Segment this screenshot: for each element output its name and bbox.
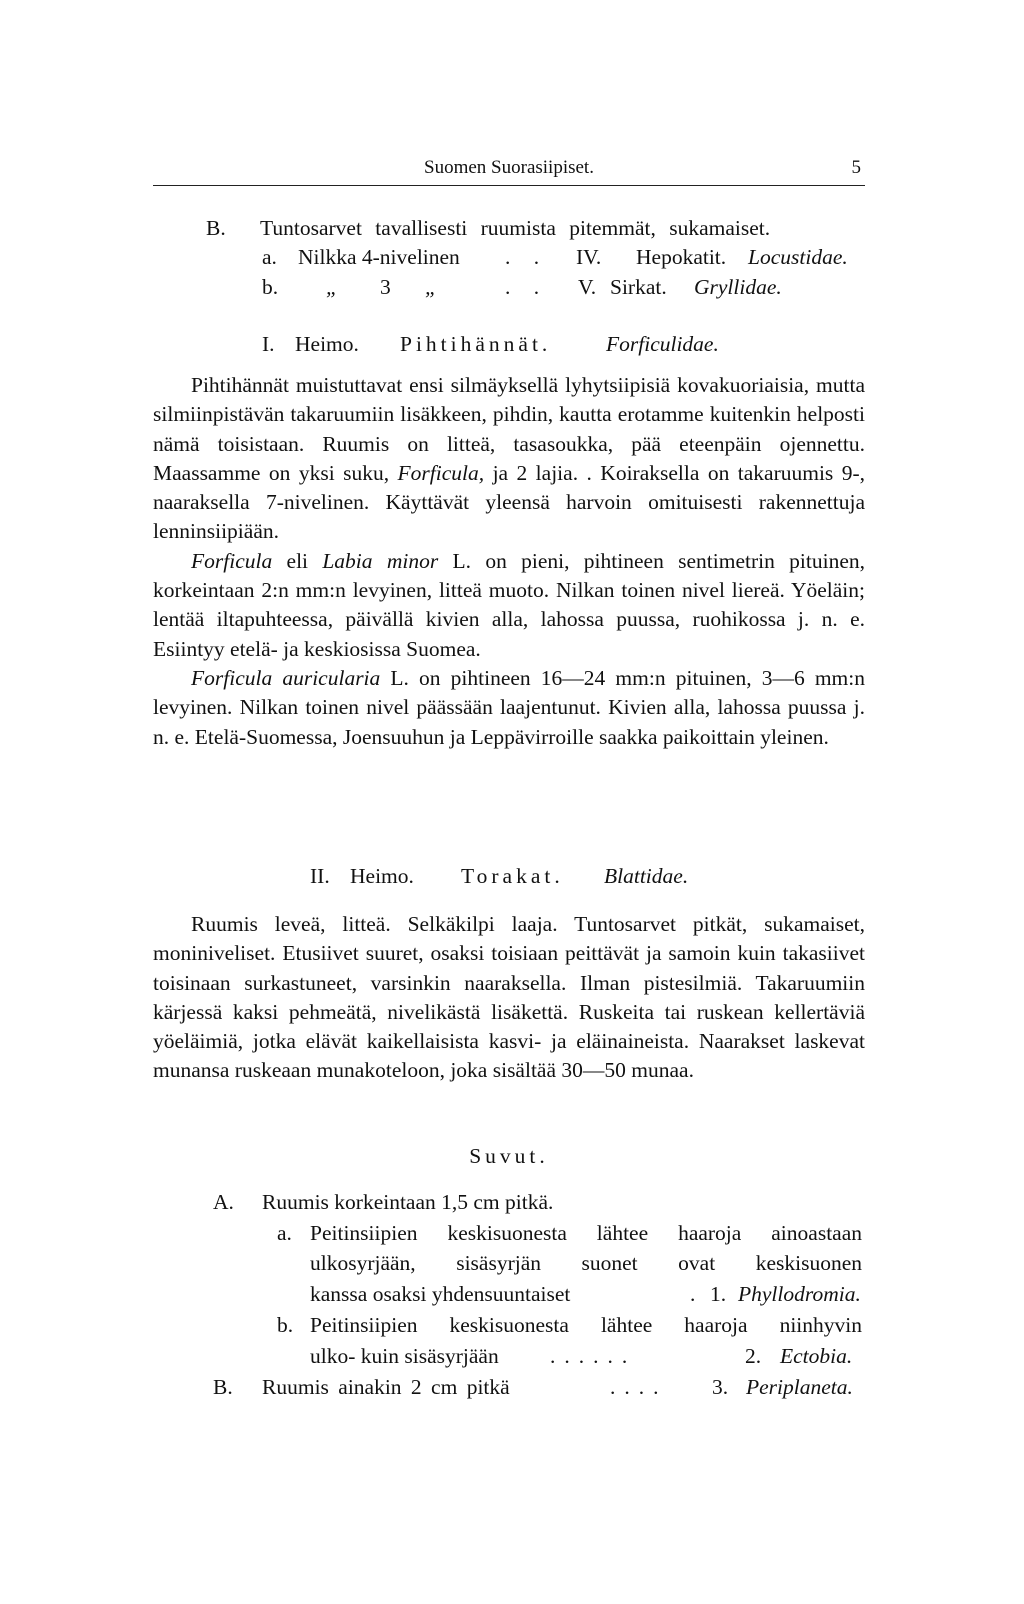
species-forficula: Forficula [191, 548, 273, 573]
key-text-B: Tuntosarvet tavallisesti ruumista pitemmät, sukamaiset. [260, 216, 771, 240]
key-dots-b: . . [505, 275, 549, 299]
running-title: Suomen Suorasiipiset. [424, 157, 594, 178]
genera-key-dots-a: . [690, 1282, 696, 1306]
genera-key-text-b1: Peitinsiipien keskisuonesta lähtee haaroja niinhyvin [310, 1313, 862, 1337]
key-ditto-1: „ [326, 275, 338, 299]
family1-paragraph-1: Pihtihännät muistuttavat ensi silmäyksellä lyhytsiipisiä kovakuoriaisia, mutta silmiinpistävän takaruumiin lisäkkeen, pihdin, kautta erotamme kuitenkin helposti nämä toisistaan. Ruumis on litteä, tasasoukka, pää eteenpäin ojennettu. Maassamme on yksi suku, Forficula, ja 2 lajia. . Koiraksella on takaruumis 9-, naaraksella 7-nivelinen. Käyttävät yleensä harvoin omituisesti rakennettuja lenninsiipiään. [153, 373, 866, 544]
family2-number: II. [310, 864, 330, 888]
genus-forficula: Forficula, [397, 460, 485, 485]
key-ditto-2: „ [425, 275, 437, 299]
key-segments-b: 3 [380, 275, 391, 299]
key-letter-B: B. [206, 216, 226, 240]
family2-description [153, 910, 865, 1086]
genera-key-dots-B: .... [610, 1375, 668, 1399]
genera-key-num-3: 3. [712, 1375, 729, 1399]
genera-key-text-a3: kanssa osaksi yhdensuuntaiset [310, 1282, 571, 1306]
key-name-b: Sirkat. [610, 275, 667, 299]
family1-paragraph-3: Forficula auricularia L. on pihtineen 16—24 mm:n pituinen, 3—6 mm:n levyinen. Nilkan toinen nivel päässään laajentunut. Kivien alla, lahossa puussa j. n. e. Etelä-Suomessa, Joensuuhun ja Leppävirroille saakka paikoittain yleinen. [153, 665, 865, 749]
species-forficula-auricularia: Forficula auricularia [191, 665, 381, 690]
genera-key-text-a2: ulkosyrjään, sisäsyrjän suonet ovat keskisuonen [310, 1251, 862, 1275]
key-num-b: V. [578, 275, 597, 299]
genera-key-text-a1: Peitinsiipien keskisuonesta lähtee haaroja ainoastaan [310, 1221, 862, 1245]
family1-description [153, 371, 865, 752]
family2-word: Heimo. [350, 864, 414, 888]
key-letter-b: b. [262, 275, 279, 299]
family1-number: I. [262, 332, 275, 356]
genera-key-text-b2: ulko- kuin sisäsyrjään [310, 1344, 499, 1368]
key-name-a: Hepokatit. [636, 245, 727, 269]
genera-key-text-A: Ruumis korkeintaan 1,5 cm pitkä. [262, 1190, 554, 1214]
family1-word: Heimo. [295, 332, 359, 356]
genera-key-letter-b: b. [277, 1313, 294, 1337]
genus-ectobia: Ectobia. [780, 1344, 853, 1368]
genus-phyllodromia: Phyllodromia. [738, 1282, 861, 1306]
key-dots-a: . . [505, 245, 549, 269]
genera-key-num-2: 2. [745, 1344, 762, 1368]
family2-latin: Blattidae. [604, 864, 689, 888]
key-num-a: IV. [576, 245, 602, 269]
family2-paragraph: Ruumis leveä, litteä. Selkäkilpi laaja. Tuntosarvet pitkät, sukamaiset, moniniveliset. Etusiivet suuret, osaksi toisiaan peittävät ja samoin kuin takasiivet toisinaan surkastuneet, varsinkin naaraksella. Ilman pistesilmiä. Takaruumiin kärjessä kaksi pehmeätä, nivelikästä lisäkettä. Ruskeita tai ruskean kellertäviä yöeläimiä, jotka elävät kaikellaisista kasvi- ja eläinaineista. Naarakset laskevat munansa ruskeaan munakoteloon, joka sisältää 30—50 munaa. [153, 912, 865, 1083]
key-text-a: Nilkka 4-nivelinen [298, 245, 460, 269]
family1-name: Pihtihännät. [400, 332, 552, 356]
key-letter-a: a. [262, 245, 277, 269]
family2-name: Torakat. [461, 864, 564, 888]
header-rule [153, 185, 865, 186]
family1-paragraph-2: Forficula eli Labia minor L. on pieni, pihtineen sentimetrin pituinen, korkeintaan 2:n mm:n levyinen, litteä muoto. Nilkan toinen nivel liereä. Yöeläin; lentää iltapuhteessa, päivällä kivien alla, lahossa puussa, ruohikossa j. n. e. Esiintyy etelä- ja keskiosissa Suomea. [153, 548, 865, 661]
species-labia-minor: Labia minor [322, 548, 439, 573]
genera-key-num-1: 1. [710, 1282, 727, 1306]
genera-key-letter-B: B. [213, 1375, 233, 1399]
genera-key-text-B: Ruumis ainakin 2 cm pitkä [262, 1375, 510, 1399]
key-latin-a: Locustidae. [748, 245, 848, 269]
genera-key-letter-A: A. [213, 1190, 234, 1214]
genus-periplaneta: Periplaneta. [746, 1375, 853, 1399]
genera-heading: Suvut. [469, 1144, 549, 1168]
page-number: 5 [851, 157, 861, 178]
family1-latin: Forficulidae. [606, 332, 719, 356]
key-latin-b: Gryllidae. [694, 275, 782, 299]
genera-key-dots-b: ...... [550, 1344, 637, 1368]
page-header [153, 157, 865, 187]
genera-key-letter-a: a. [277, 1221, 292, 1245]
